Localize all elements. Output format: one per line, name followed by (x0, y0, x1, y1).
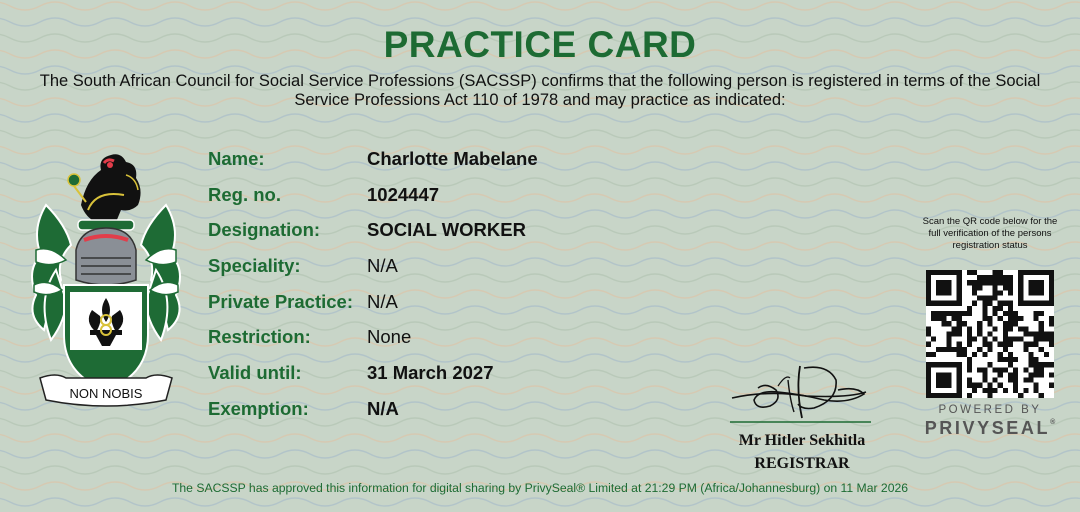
coat-of-arms-icon (26, 150, 186, 410)
field-row-private-practice (208, 289, 628, 325)
wave-line (0, 498, 1080, 506)
wave-line (0, 130, 1080, 138)
exemption-value: N/A (367, 397, 399, 419)
designation-value: SOCIAL WORKER (367, 219, 526, 241)
designation-label: Designation: (208, 219, 321, 241)
reg-no-value: 1024447 (367, 183, 440, 205)
footer-disclaimer: The SACSSP has approved this information for digital sharing by PrivySeal® Limited at 21:29 PM (Africa/Johannesburg) on 11 Mar 2026 (171, 481, 909, 495)
restriction-label: Restriction: (208, 326, 311, 348)
intro-text: The South African Council for Social Service Professions (SACSSP) confirms that the following person is registered in terms of the Social Service Professions Act 110 of 1978 and may practice as indicated: (39, 72, 1041, 109)
field-row-restriction (208, 324, 628, 360)
private-practice-value: N/A (367, 290, 398, 312)
registrar-signature (728, 360, 873, 426)
speciality-label: Speciality: (208, 255, 301, 277)
field-row-designation (208, 217, 628, 253)
name-value: Charlotte Mabelane (367, 148, 538, 169)
private-practice-label: Private Practice: (208, 290, 354, 312)
qr-instructions: Scan the QR code below for the full verification of the persons registration status (922, 216, 1058, 251)
verification-qr-code[interactable] (926, 270, 1054, 398)
privyseal-logo: PRIVYSEAL® (924, 418, 1056, 438)
field-row-name (208, 146, 628, 182)
restriction-value: None (367, 326, 412, 348)
name-label: Name: (208, 148, 265, 169)
crest-motto: NON NOBIS (69, 386, 143, 401)
registrar-name: Mr Hitler Sekhitla (738, 432, 866, 449)
field-row-reg-no (208, 182, 628, 218)
registration-details (208, 146, 628, 432)
reg-no-label: Reg. no. (208, 183, 281, 205)
exemption-label: Exemption: (208, 397, 309, 419)
card-title: PRACTICE CARD (383, 24, 697, 65)
field-row-valid-until (208, 360, 628, 396)
powered-by-label: POWERED BY (938, 404, 1042, 416)
wave-line (0, 114, 1080, 122)
valid-until-value: 31 March 2027 (367, 362, 494, 384)
wave-line (0, 2, 1080, 10)
wave-line (0, 450, 1080, 458)
field-row-speciality (208, 253, 628, 289)
field-row-exemption (208, 396, 628, 432)
speciality-value: N/A (367, 255, 398, 277)
wave-line (0, 466, 1080, 474)
valid-until-label: Valid until: (208, 362, 302, 384)
registrar-title: REGISTRAR (754, 455, 850, 472)
